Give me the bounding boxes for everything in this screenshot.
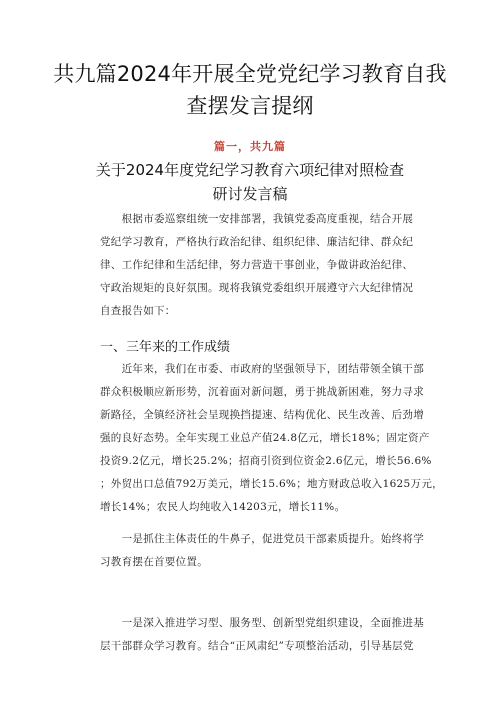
- paragraph-line: 层干部群众学习教育。结合“正风肃纪”专项整治活动，引导基层党: [100, 640, 414, 652]
- paragraph-line: 新路径，全镇经济社会呈现换挡提速、结构优化、民生改善、后劲增: [100, 409, 424, 421]
- paragraph-line: 自查报告如下：: [100, 305, 176, 317]
- party-building-paragraph: [100, 612, 424, 658]
- document-subtitle: [40, 158, 460, 206]
- paragraph-line: 投资9.2亿元，增长25.2%；招商引资到位资金2.6亿元，增长56.6%: [100, 455, 432, 467]
- document-title-line: 共九篇2024年开展全党党纪学习教育自我: [53, 62, 447, 86]
- document-title: [40, 58, 460, 122]
- paragraph-line: 近年来，我们在市委、市政府的坚强领导下，团结带领全镇干部: [100, 363, 424, 375]
- paragraph-line: 一是抓住主体责任的牛鼻子，促进党员干部素质提升。始终将学: [100, 533, 424, 545]
- achievements-paragraph: [100, 358, 443, 519]
- paragraph-line: 群众积极顺应新形势，沉着面对新问题，勇于挑战新困难，努力寻求: [100, 386, 424, 398]
- paragraph-line: 根据市委巡察组统一安排部署，我镇党委高度重视，结合开展: [100, 213, 414, 225]
- section-heading: 一、三年来的工作成绩: [100, 340, 231, 355]
- paragraph-line: 守政治规矩的良好氛围。现将我镇党委组织开展遵守六大纪律情况: [100, 282, 414, 294]
- responsibility-paragraph: [100, 528, 424, 574]
- document-subtitle-line: 研讨发言稿: [212, 185, 288, 203]
- paragraph-line: 增长14%；农民人均纯收入14203元，增长11%。: [100, 501, 346, 513]
- section-label: 篇一，共九篇: [214, 140, 286, 153]
- paragraph-line: 习教育摆在首要位置。: [100, 556, 208, 568]
- paragraph-line: 一是深入推进学习型、服务型、创新型党组织建设，全面推进基: [100, 617, 424, 629]
- document-subtitle-line: 关于2024年度党纪学习教育六项纪律对照检查: [95, 161, 405, 179]
- document-title-line: 查摆发言提纲: [186, 94, 314, 118]
- paragraph-line: ；外贸出口总值792万美元，增长15.6%；地方财政总收入1625万元，: [100, 478, 443, 490]
- intro-paragraph: [100, 208, 413, 323]
- paragraph-line: 强的良好态势。全年实现工业总产值24.8亿元，增长18%；固定资产: [100, 432, 430, 444]
- paragraph-line: 党纪学习教育，严格执行政治纪律、组织纪律、廉洁纪律、群众纪: [100, 236, 414, 248]
- paragraph-line: 律、工作纪律和生活纪律，努力营造干事创业，争做讲政治纪律、: [100, 259, 414, 271]
